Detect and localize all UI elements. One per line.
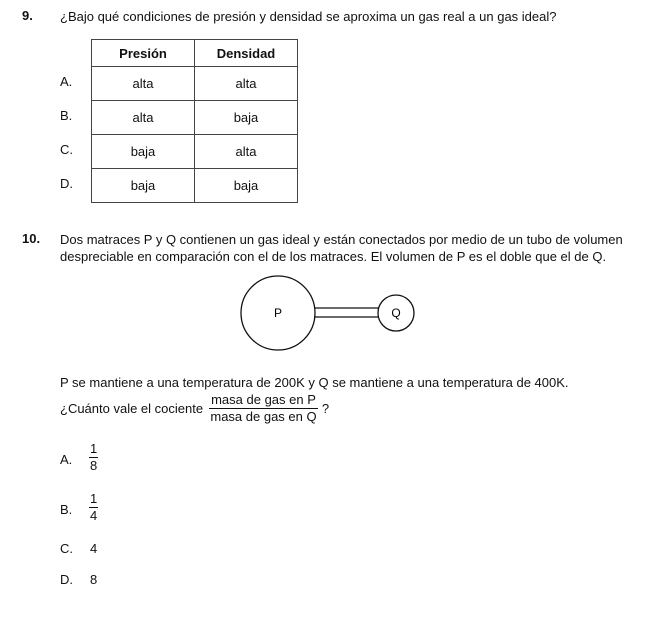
cell-densidad: baja bbox=[195, 101, 298, 135]
table-row bbox=[92, 169, 298, 203]
question-9-number: 9. bbox=[22, 8, 33, 23]
cell-presion: alta bbox=[92, 101, 195, 135]
option-b-numerator: 1 bbox=[90, 491, 98, 506]
option-label-c: C. bbox=[60, 541, 73, 556]
cell-densidad: alta bbox=[195, 135, 298, 169]
option-label-a: A. bbox=[60, 74, 73, 89]
option-d-value: 8 bbox=[90, 572, 98, 587]
option-label-a: A. bbox=[60, 452, 73, 467]
table-row bbox=[92, 101, 298, 135]
ratio-denominator: masa de gas en Q bbox=[210, 409, 317, 424]
flask-q-label: Q bbox=[391, 306, 401, 320]
header-densidad: Densidad bbox=[195, 40, 298, 67]
option-label-c: C. bbox=[60, 142, 73, 157]
ratio-question-prefix: ¿Cuánto vale el cociente bbox=[60, 401, 204, 416]
option-b-value bbox=[89, 491, 98, 524]
table-row bbox=[92, 67, 298, 101]
question-10-number: 10. bbox=[22, 231, 41, 246]
cell-densidad: baja bbox=[195, 169, 298, 203]
cell-presion: alta bbox=[92, 67, 195, 101]
question-10-text-line2: despreciable en comparación con el de los matraces. El volumen de P es el doble que el de Q. bbox=[60, 249, 607, 264]
ratio-fraction bbox=[209, 392, 318, 425]
cell-densidad: alta bbox=[195, 67, 298, 101]
table-row bbox=[92, 135, 298, 169]
option-label-d: D. bbox=[60, 572, 73, 587]
temperatures-text: P se mantiene a una temperatura de 200K y Q se mantiene a una temperatura de 400K. bbox=[60, 375, 569, 390]
ratio-question-suffix: ? bbox=[321, 401, 330, 416]
q9-options-table bbox=[91, 39, 298, 203]
ratio-numerator: masa de gas en P bbox=[211, 392, 316, 407]
option-label-b: B. bbox=[60, 108, 73, 123]
option-b-denominator: 4 bbox=[90, 508, 98, 523]
table-header-row bbox=[92, 40, 298, 67]
option-a-value bbox=[89, 441, 98, 474]
option-label-d: D. bbox=[60, 176, 73, 191]
option-a-denominator: 8 bbox=[90, 458, 98, 473]
flask-p-label: P bbox=[273, 306, 283, 320]
cell-presion: baja bbox=[92, 135, 195, 169]
option-c-value: 4 bbox=[90, 541, 98, 556]
header-presion: Presión bbox=[92, 40, 195, 67]
ratio-question bbox=[60, 392, 329, 425]
flasks-diagram bbox=[230, 275, 430, 355]
option-a-numerator: 1 bbox=[90, 441, 98, 456]
option-label-b: B. bbox=[60, 502, 73, 517]
question-10-text-line1: Dos matraces P y Q contienen un gas ideal y están conectados por medio de un tubo de volumen bbox=[60, 232, 623, 247]
question-9-text: ¿Bajo qué condiciones de presión y densidad se aproxima un gas real a un gas ideal? bbox=[60, 9, 557, 24]
cell-presion: baja bbox=[92, 169, 195, 203]
